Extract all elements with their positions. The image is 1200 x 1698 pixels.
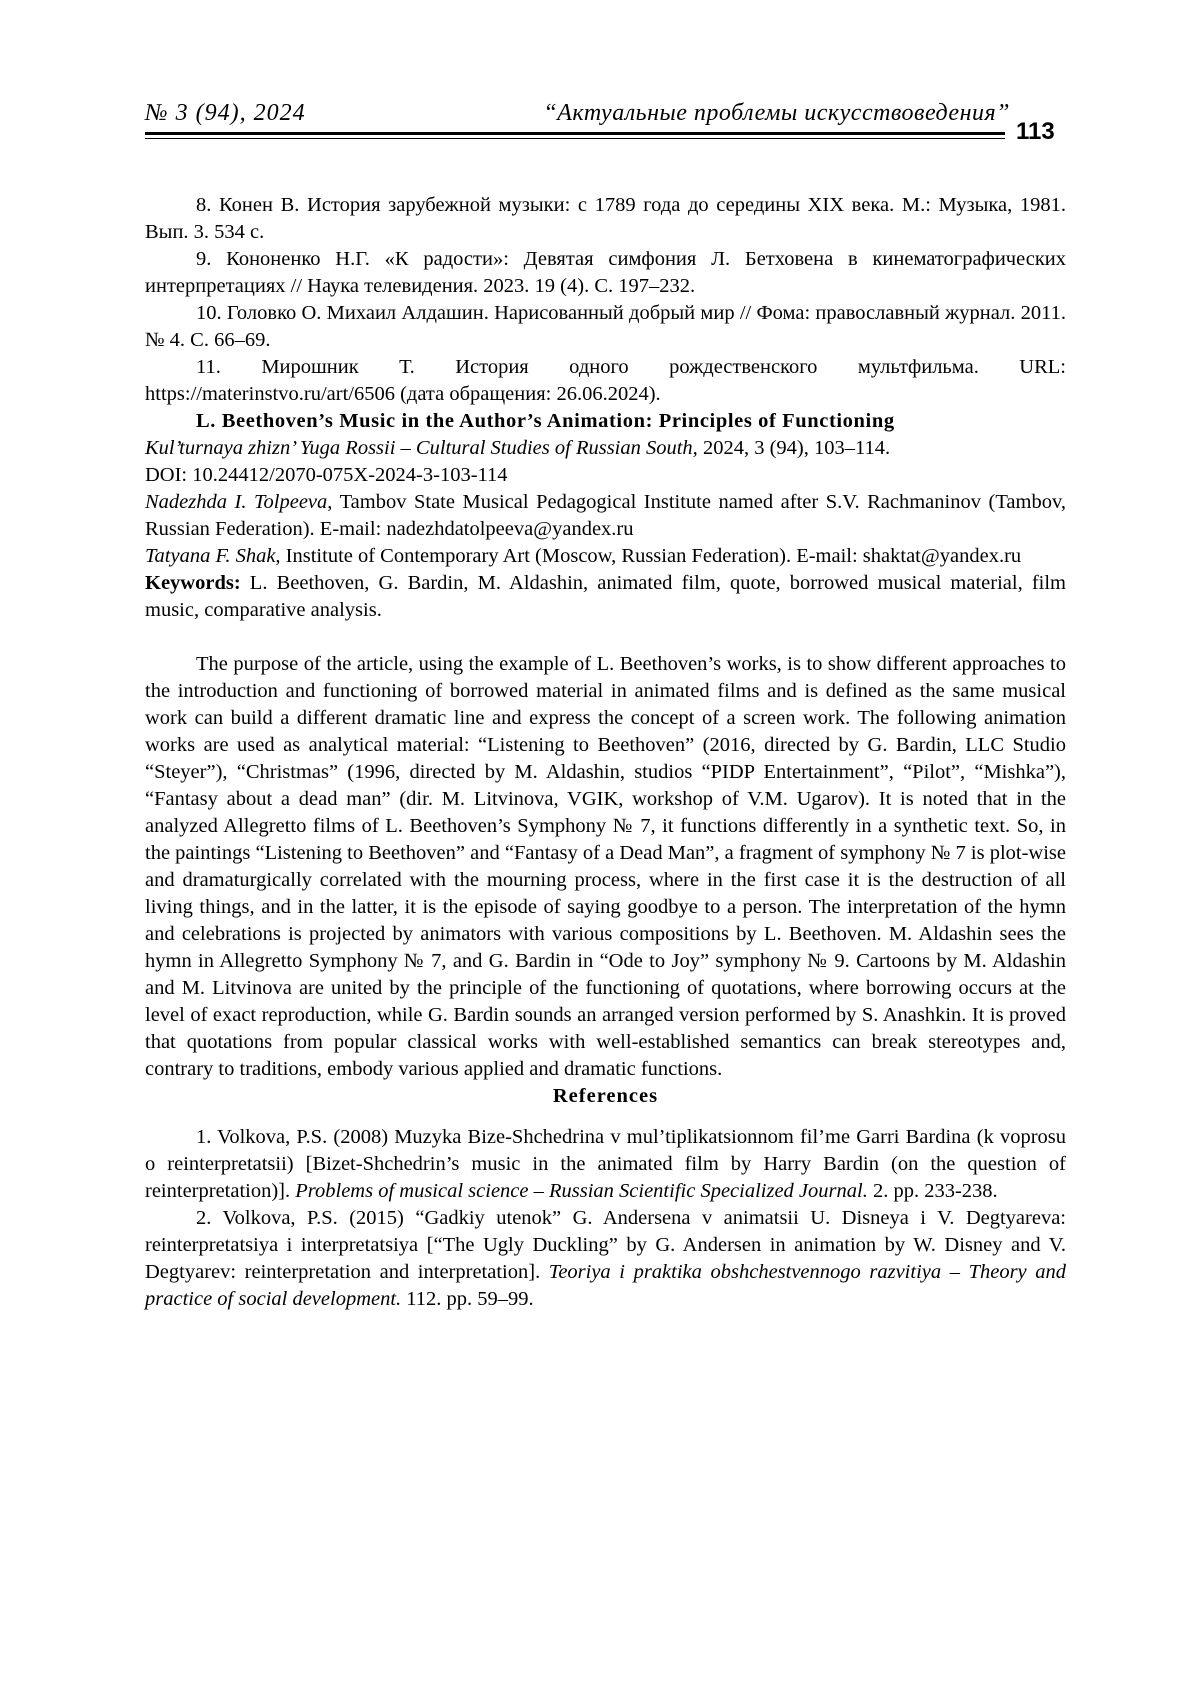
reference-item <box>145 1124 1066 1205</box>
journal-title: “Актуальные проблемы искусствоведения” <box>543 100 1010 126</box>
reference-source: Teoriya i praktika obshchestvennogo razvitiya – Theory and practice of social development. <box>145 1261 1066 1310</box>
ru-reference-item: 10. Головко О. Михаил Алдашин. Нарисованный добрый мир // Фома: православный журнал. 2011. № 4. С. 66–69. <box>145 302 1066 351</box>
ru-reference-item: 11. Мирошник Т. История одного рождественского мультфильма. URL: https://materinstvo.ru/art/6506 (дата обращения: 26.06.2024). <box>145 356 1066 405</box>
page-number: 113 <box>1016 118 1055 145</box>
reference-text: 2. Volkova, P.S. (2015) “Gadkiy utenok” G. Andersena v animatsii U. Disneya i V. Degtyareva: reinterpretatsiya i interpretatsiya [“The Ugly Duckling” by G. Andersen in animation by W. Disney and V. Degtyarev: reinterpretation and interpretation]. <box>145 1207 1066 1283</box>
references-heading: References <box>552 1085 659 1107</box>
abstract-body: The purpose of the article, using the example of L. Beethoven’s works, is to show different approaches to the introduction and functioning of borrowed material in animated films and is defined as the same musical work can build a different dramatic line and express the concept of a screen work. The following animation works are used as analytical material: “Listening to Beethoven” (2016, directed by G. Bardin, LLC Studio “Steyer”), “Christmas” (1996, directed by M. Aldashin, studios “PIDP Entertainment”, “Pilot”, “Mishka”), “Fantasy about a dead man” (dir. M. Litvinova, VGIK, workshop of V.M. Ugarov). It is noted that in the analyzed Allegretto films of L. Beethoven’s Symphony № 7, it functions differently in a synthetic text. So, in the paintings “Listening to Beethoven” and “Fantasy of a Dead Man”, a fragment of symphony № 7 is plot-wise and dramaturgically correlated with the mourning process, where in the first case it is the destruction of all living things, and in the latter, it is the episode of saying goodbye to a person. The interpretation of the hymn and celebrations is projected by animators with various compositions by L. Beethoven. M. Aldashin sees the hymn in Allegretto Symphony № 7, and G. Bardin in “Ode to Joy” symphony № 9. Cartoons by M. Aldashin and M. Litvinova are united by the principle of the functioning of quotations, where borrowing occurs at the level of exact reproduction, while G. Bardin sounds an arranged version performed by S. Anashkin. It is proved that quotations from popular classical works with well-established semantics can break stereotypes and, contrary to traditions, embody various applied and dramatic functions. <box>145 653 1066 1080</box>
header-rule-thin <box>145 138 1005 139</box>
author-2 <box>145 543 1066 570</box>
reference-source: Problems of musical science – Russian Scientific Specialized Journal. <box>295 1180 868 1202</box>
header-rule-thick <box>145 132 1005 135</box>
author-1-name: Nadezhda I. Tolpeeva <box>145 491 328 513</box>
author-1-affiliation: , Tambov State Musical Pedagogical Institute named after S.V. Rachmaninov (Tambov, Russian Federation). E-mail: nadezhdatolpeeva@yandex.ru <box>145 491 1066 540</box>
reference-text: 1. Volkova, P.S. (2008) Muzyka Bize-Shchedrina v mul’tiplikatsionnom fil’me Garri Bardina (k voprosu o reinterpretatsii) [Bizet-Shchedrin’s music in the animated film by Harry Bardin (on the question of reinterpretation)]. <box>145 1126 1066 1202</box>
reference-tail: 112. pp. 59–99. <box>401 1288 534 1310</box>
page-body <box>145 192 1066 1313</box>
keywords-label: Keywords: <box>145 572 241 594</box>
doi: DOI: 10.24412/2070-075X-2024-3-103-114 <box>145 464 508 486</box>
journal-name: Kul’turnaya zhizn’ Yuga Rossii – Cultural Studies of Russian South, <box>145 437 698 459</box>
citation-line <box>145 435 1066 462</box>
ru-reference-item: 9. Кононенко Н.Г. «К радости»: Девятая симфония Л. Бетховена в кинематографических интерпретациях // Наука телевидения. 2023. 19 (4). С. 197–232. <box>145 248 1066 297</box>
keywords-text: L. Beethoven, G. Bardin, M. Aldashin, animated film, quote, borrowed musical material, film music, comparative analysis. <box>145 572 1066 621</box>
article-title: L. Beethoven’s Music in the Author’s Animation: Principles of Functioning <box>196 410 895 432</box>
keywords <box>145 570 1066 624</box>
reference-item <box>145 1205 1066 1313</box>
reference-tail: 2. pp. 233-238. <box>867 1180 998 1202</box>
author-1 <box>145 489 1066 543</box>
citation-details: 2024, 3 (94), 103–114. <box>697 437 891 459</box>
author-2-name: Tatyana F. Shak, <box>145 545 281 567</box>
ru-reference-item: 8. Конен В. История зарубежной музыки: с 1789 года до середины XIX века. М.: Музыка, 1981. Вып. 3. 534 с. <box>145 194 1066 243</box>
author-2-affiliation: Institute of Contemporary Art (Moscow, Russian Federation). E-mail: shaktat@yandex.ru <box>280 545 1022 567</box>
issue-label: № 3 (94), 2024 <box>145 100 306 126</box>
